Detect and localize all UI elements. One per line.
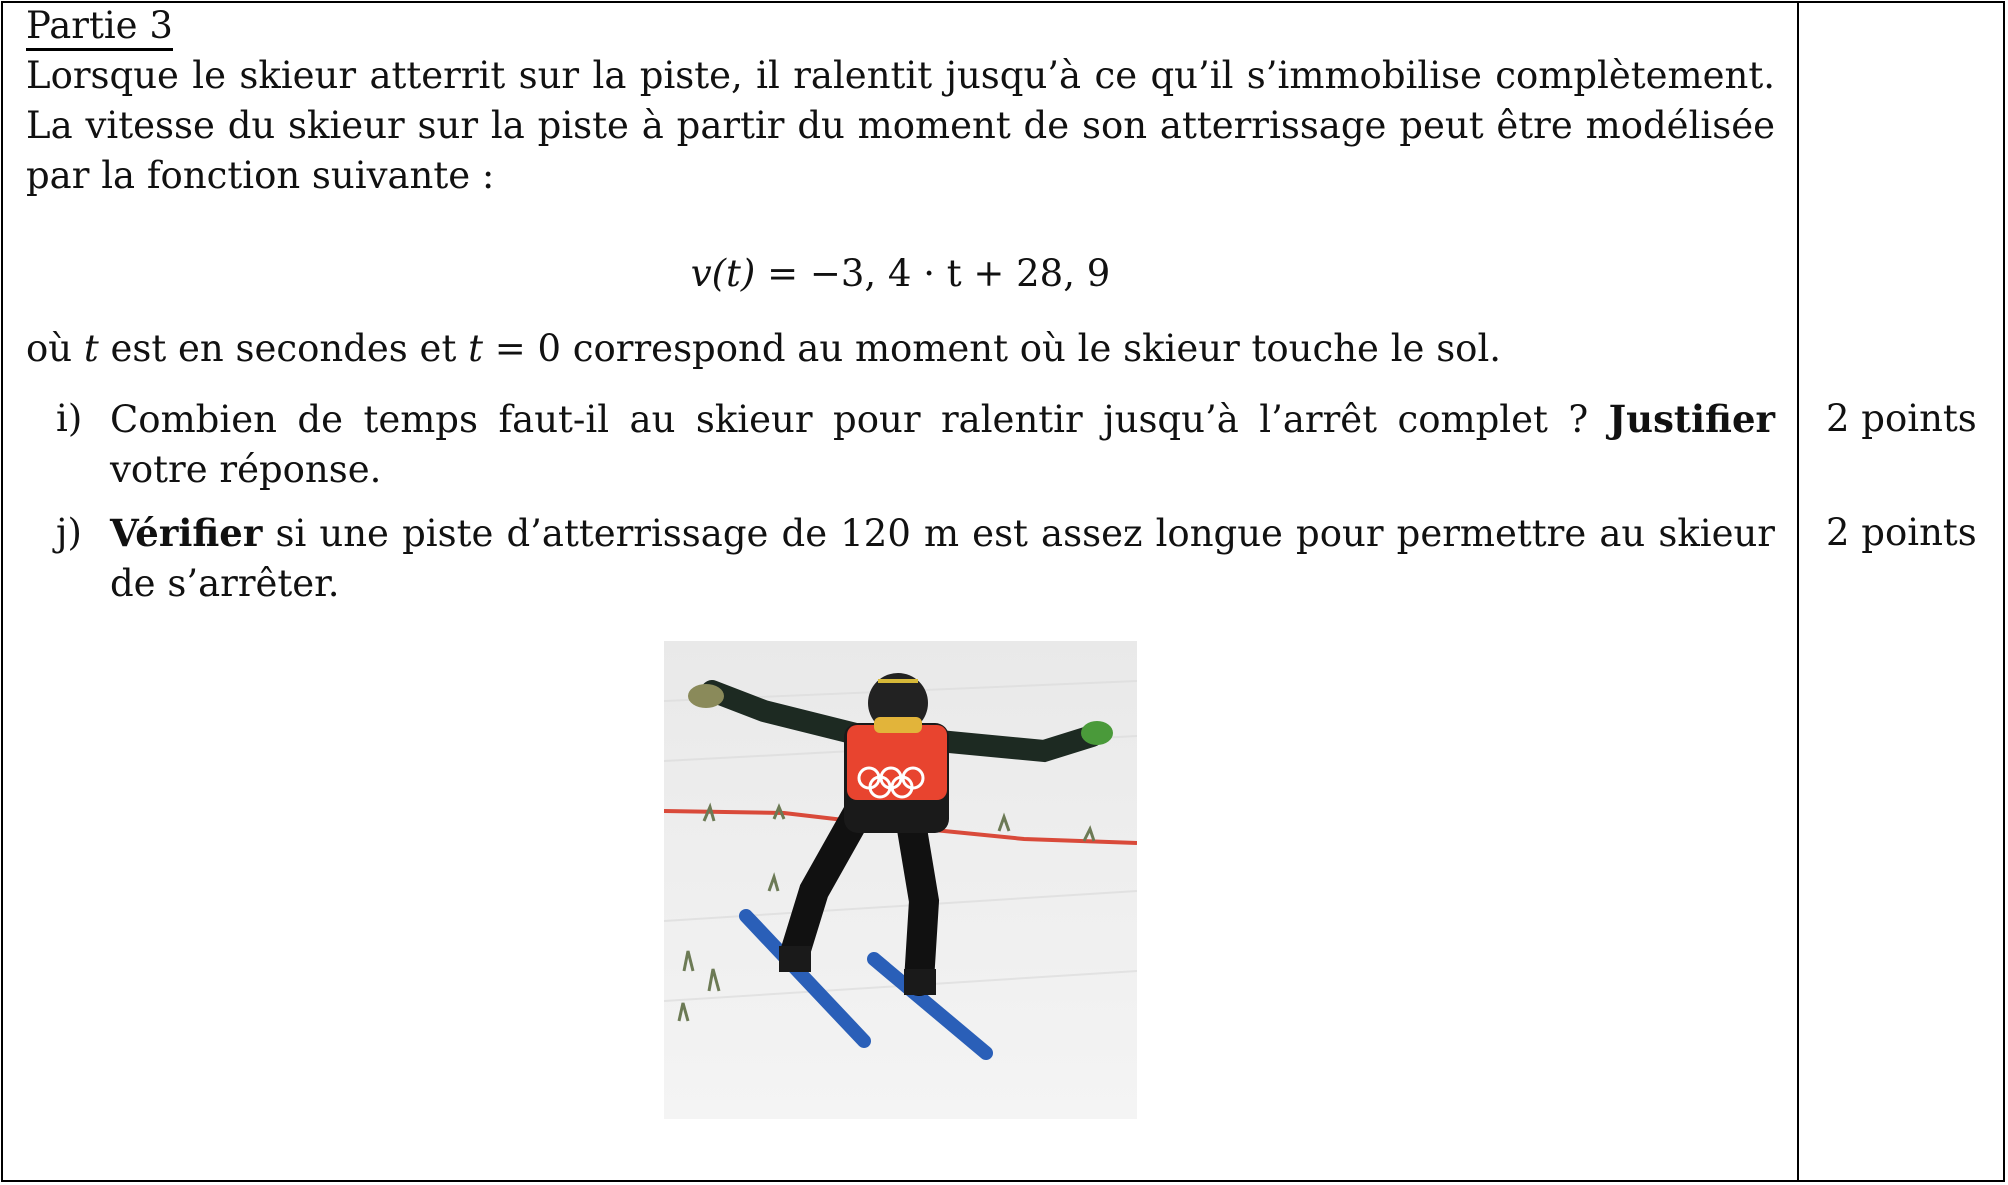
ski-jumper-photo	[664, 641, 1137, 1119]
def-part3: = 0 correspond au moment où le skieur touche le sol.	[482, 327, 1502, 370]
question-text-end: votre réponse.	[110, 448, 382, 491]
def-part1: où	[26, 327, 84, 370]
points-j: 2 points	[1826, 511, 1977, 554]
question-label: j)	[56, 511, 82, 554]
question-text	[110, 508, 1775, 609]
question-text-start: Combien de temps faut-il au skieur pour ralentir jusqu’à l’arrêt complet ?	[110, 398, 1609, 441]
points-i: 2 points	[1826, 397, 1977, 440]
formula-lhs: v(t) =	[690, 252, 810, 295]
variable-definition	[26, 324, 1775, 374]
question-keyword: Justifier	[1608, 397, 1775, 441]
def-var1: t	[83, 327, 99, 370]
section-title: Partie 3	[26, 4, 173, 51]
def-part2: est en secondes et	[98, 327, 469, 370]
question-text-end: si une piste d’atterrissage de 120 m est assez longue pour permettre au skieur de s’arrêter.	[110, 512, 1775, 605]
question-i	[26, 394, 1775, 495]
points-column-divider	[1797, 1, 1799, 1182]
velocity-formula	[26, 249, 1775, 299]
main-column	[26, 4, 1775, 605]
question-text	[110, 394, 1775, 495]
question-j	[26, 508, 1775, 609]
question-keyword: Vérifier	[110, 511, 263, 555]
formula-rhs: −3, 4 · t + 28, 9	[809, 252, 1111, 295]
intro-paragraph: Lorsque le skieur atterrit sur la piste, il ralentit jusqu’à ce qu’il s’immobilise complètement. La vitesse du skieur sur la piste à partir du moment de son atterrissage peut être modélisée par la fonction suivante :	[26, 54, 1775, 197]
def-var2: t	[468, 327, 483, 370]
question-label: i)	[56, 397, 83, 440]
